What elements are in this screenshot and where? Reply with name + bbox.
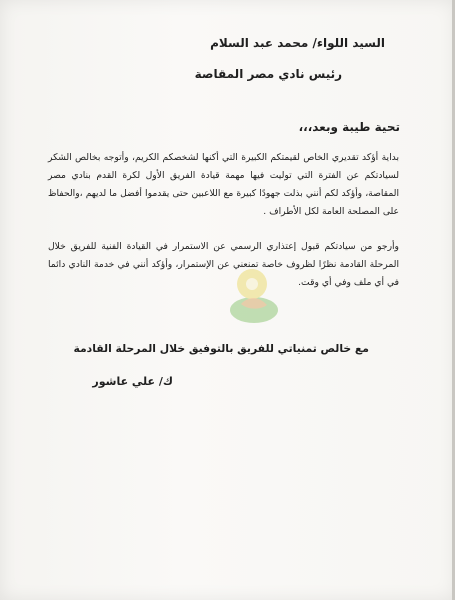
signature: ك/ علي عاشور [92,375,173,388]
paragraph-2: وأرجو من سيادتكم قبول إعتذاري الرسمي عن الاستمرار في القيادة الفنية للفريق خلال المرحلة القادمة نظرًا لظروف خاصة تمنعني عن الإستمرار، وأؤكد أنني في خدمة النادي دائما في أي ملف وفي أي وقت. [48,241,399,288]
greeting: تحية طيبة وبعد،،، [298,120,400,134]
addressee-line: السيد اللواء/ محمد عبد السلام [210,36,385,50]
paragraph-1: بداية أؤكد تقديري الخاص لقيمتكم الكبيرة التي أكنها لشخصكم الكريم، وأتوجه بخالص الشكر لسيادتكم عن الفترة التي توليت فيها مهمة قيادة الفريق الأول لكرة القدم بنادي مصر المقاصة، وأؤكد لكم أنني بذلت جهودًا كبيرة مع اللاعبين حتى يقدموا أفضل ما لديهم ،والحفاظ على المصلحة العامة لكل الأطراف . [48,152,399,217]
watermark-highlight [246,278,258,290]
watermark-logo [228,261,280,325]
addressee-role: رئيس نادي مصر المقاصة [194,67,342,81]
closing-line: مع خالص تمنياتي للفريق بالتوفيق خلال المرحلة القادمة [73,342,369,355]
